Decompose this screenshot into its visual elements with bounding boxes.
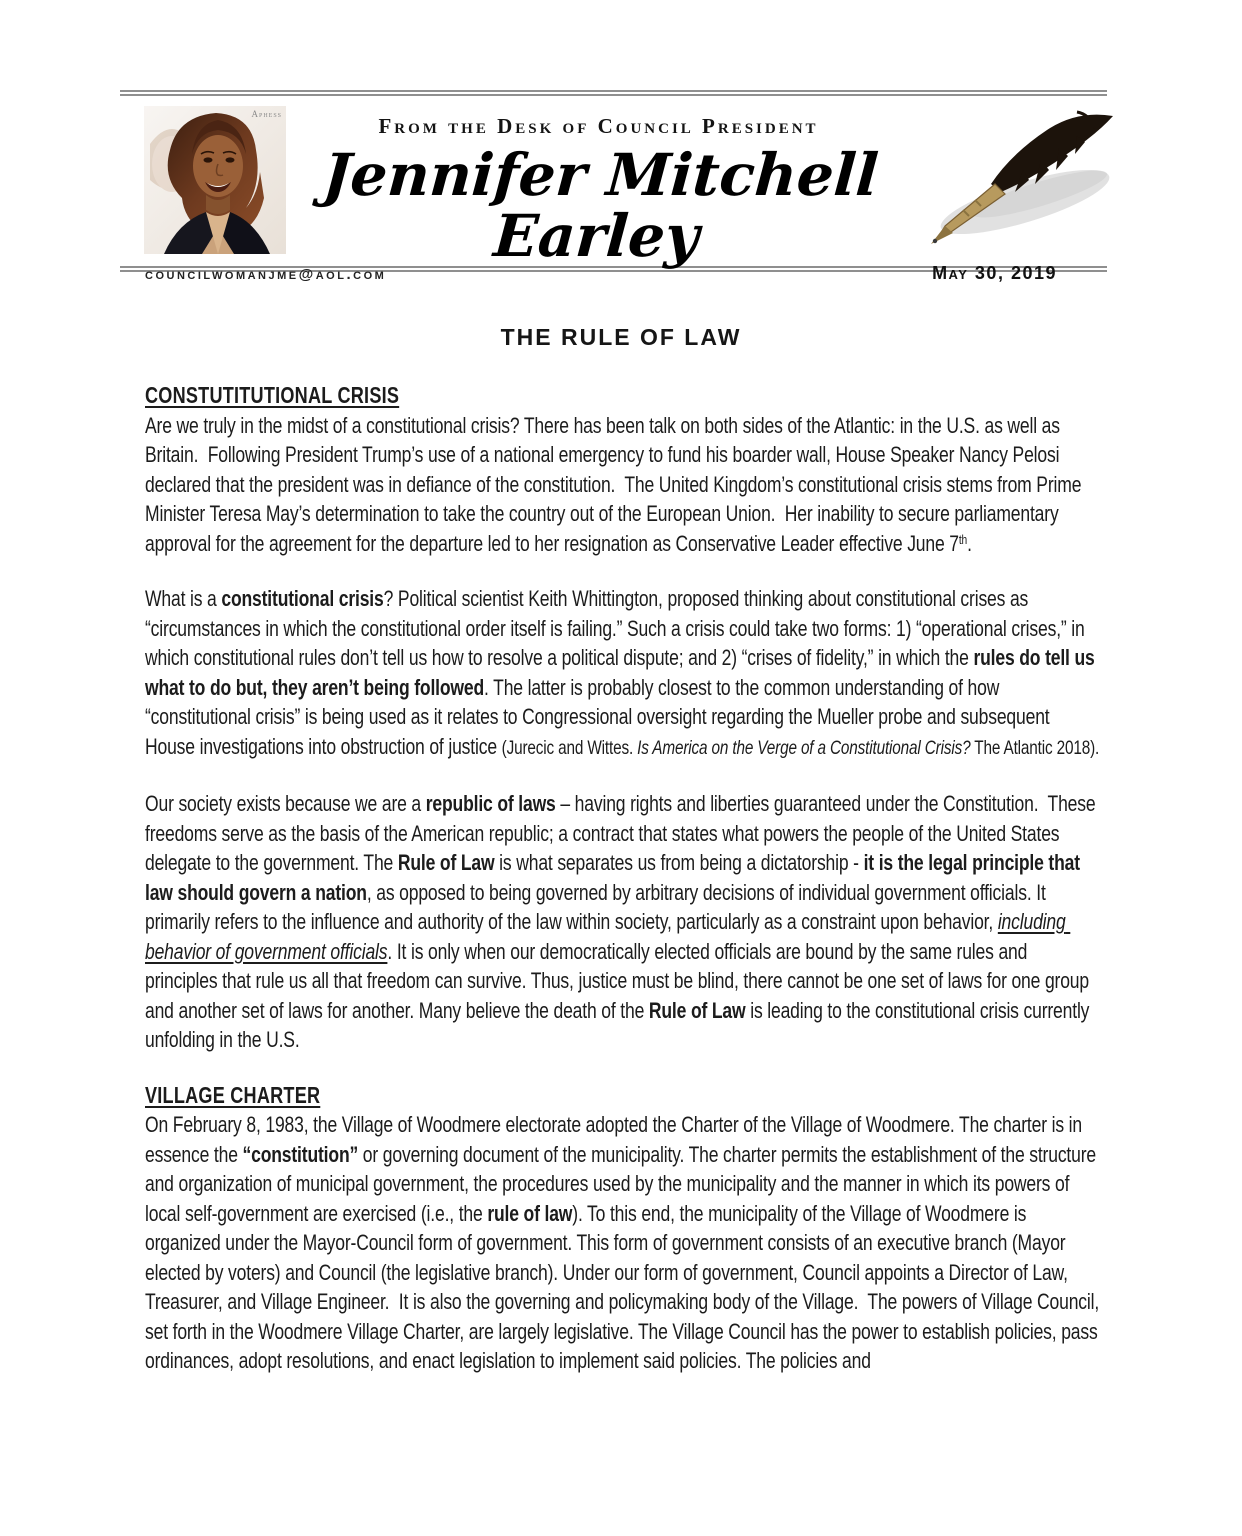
- document-date: May 30, 2019: [932, 263, 1057, 283]
- document-title: THE RULE OF LAW: [500, 324, 742, 350]
- text-run: – having rights and liberties guaranteed under the Constitution. These freedoms serve as the basis of the American republic; a contract that states what powers the people of the United States delegate to the government. The: [145, 791, 1101, 875]
- paragraph: [145, 789, 1101, 1055]
- text-run: ). To this end, the municipality of the Village of Woodmere is organized under the Mayor-Council form of government. This form of government consists of an executive branch (Mayor elected by voters) and Council (the legislative branch). Under our form of government, Council appoints a Director of Law, Treasurer, and Village Engineer. It is also the governing and policymaking body of the Village. The powers of Village Council, set forth in the Woodmere Village Charter, are largely legislative. The Village Council has the power to establish policies, pass ordinances, adopt resolutions, and enact legislation to implement said policies. The policies and: [145, 1200, 1104, 1373]
- council-president-photo: [144, 106, 286, 254]
- portrait-illustration: [144, 106, 286, 254]
- section-heading: VILLAGE CHARTER: [145, 1081, 321, 1108]
- text-run: rules do tell us what to do but, they aren’t being followed: [145, 645, 1100, 700]
- paragraph: [145, 411, 1101, 559]
- text-run: ? Political scientist Keith Whittington, proposed thinking about constitutional crises as “circumstances in which the constitutional order itself is failing.” Such a crisis could take two forms: 1) “operational crises,” in which constitutional rules don’t tell us how to resolve a political dispute; and 2) “crises of fidelity,” in which the: [145, 586, 1090, 670]
- text-run: The Atlantic 2018).: [970, 736, 1100, 759]
- text-run: .: [967, 530, 972, 556]
- letterhead-tagline: From the Desk of Council President: [378, 114, 819, 138]
- text-run: Are we truly in the midst of a constitutional crisis? There has been talk on both sides of the Atlantic: in the U.S. as well as Britain. Following President Trump’s use of a national emergency to fund his boarder wall, House Speaker Nancy Pelosi declared that the president was in defiance of the constitution. The United Kingdom’s constitutional crisis stems from Prime Minister Teresa May’s determination to take the country out of the European Union. Her inability to secure parliamentary approval for the agreement for the departure led to her resignation as Conservative Leader effective June 7: [145, 412, 1087, 556]
- paragraph: [145, 584, 1101, 763]
- text-run: including behavior of government officials: [145, 909, 1071, 964]
- letterhead-center: [300, 114, 897, 270]
- text-run: constitutional crisis: [221, 586, 384, 611]
- email-address: councilwomanjme@aol.com: [145, 266, 387, 283]
- text-run: , as opposed to being governed by arbitrary decisions of individual government officials. It primarily refers to the influence and authority of the law within society, particularly as a constraint upon behavior,: [145, 879, 1051, 934]
- quill-pen-icon: [905, 106, 1125, 254]
- paragraph: [145, 1110, 1104, 1376]
- text-run: is leading to the constitutional crisis currently unfolding in the U.S.: [145, 997, 1095, 1052]
- text-run: What is a: [145, 586, 222, 611]
- meta-row: [145, 263, 1057, 284]
- document-body: [145, 381, 1104, 1402]
- text-run: republic of laws: [425, 791, 556, 816]
- text-run: it is the legal principle that law should govern a nation: [145, 850, 1085, 905]
- text-run: is what separates us from being a dictatorship -: [494, 850, 864, 875]
- text-run: . It is only when our democratically elected officials are bound by the same rules and principles that rule us all that freedom can survive. Thus, justice must be blind, there cannot be one set of laws for one group and another set of laws for another. Many believe the death of the: [145, 938, 1094, 1023]
- letterhead: [120, 90, 1107, 272]
- text-run: . The latter is probably closest to the common understanding of how “constitutional crisis” is being used as it relates to Congressional oversight regarding the Mueller probe and subsequent House investigations into obstruction of justice: [145, 674, 1055, 759]
- photo-watermark: Aphess: [251, 109, 282, 119]
- text-run: On February 8, 1983, the Village of Woodmere electorate adopted the Charter of the Village of Woodmere. The charter is in essence the: [145, 1112, 1087, 1167]
- text-run: “constitution”: [242, 1141, 359, 1167]
- text-run: or governing document of the municipality. The charter permits the establishment of the structure and organization of municipal government, the procedures used by the municipality and the manner in which its powers of local self-government are exercised (i.e., the: [145, 1141, 1101, 1226]
- text-run: Rule of Law: [397, 850, 495, 875]
- text-run: Rule of Law: [648, 997, 746, 1023]
- text-run: Is America on the Verge of a Constitutional Crisis?: [637, 736, 971, 759]
- council-president-name: Jennifer Mitchell Earley: [320, 141, 881, 270]
- text-run: (Jurecic and Wittes.: [501, 736, 638, 759]
- text-run: rule of law: [487, 1200, 573, 1226]
- text-run: Our society exists because we are a: [145, 791, 426, 816]
- text-run: th: [958, 531, 968, 547]
- section-heading: CONSTUTITUTIONAL CRISIS: [145, 382, 400, 408]
